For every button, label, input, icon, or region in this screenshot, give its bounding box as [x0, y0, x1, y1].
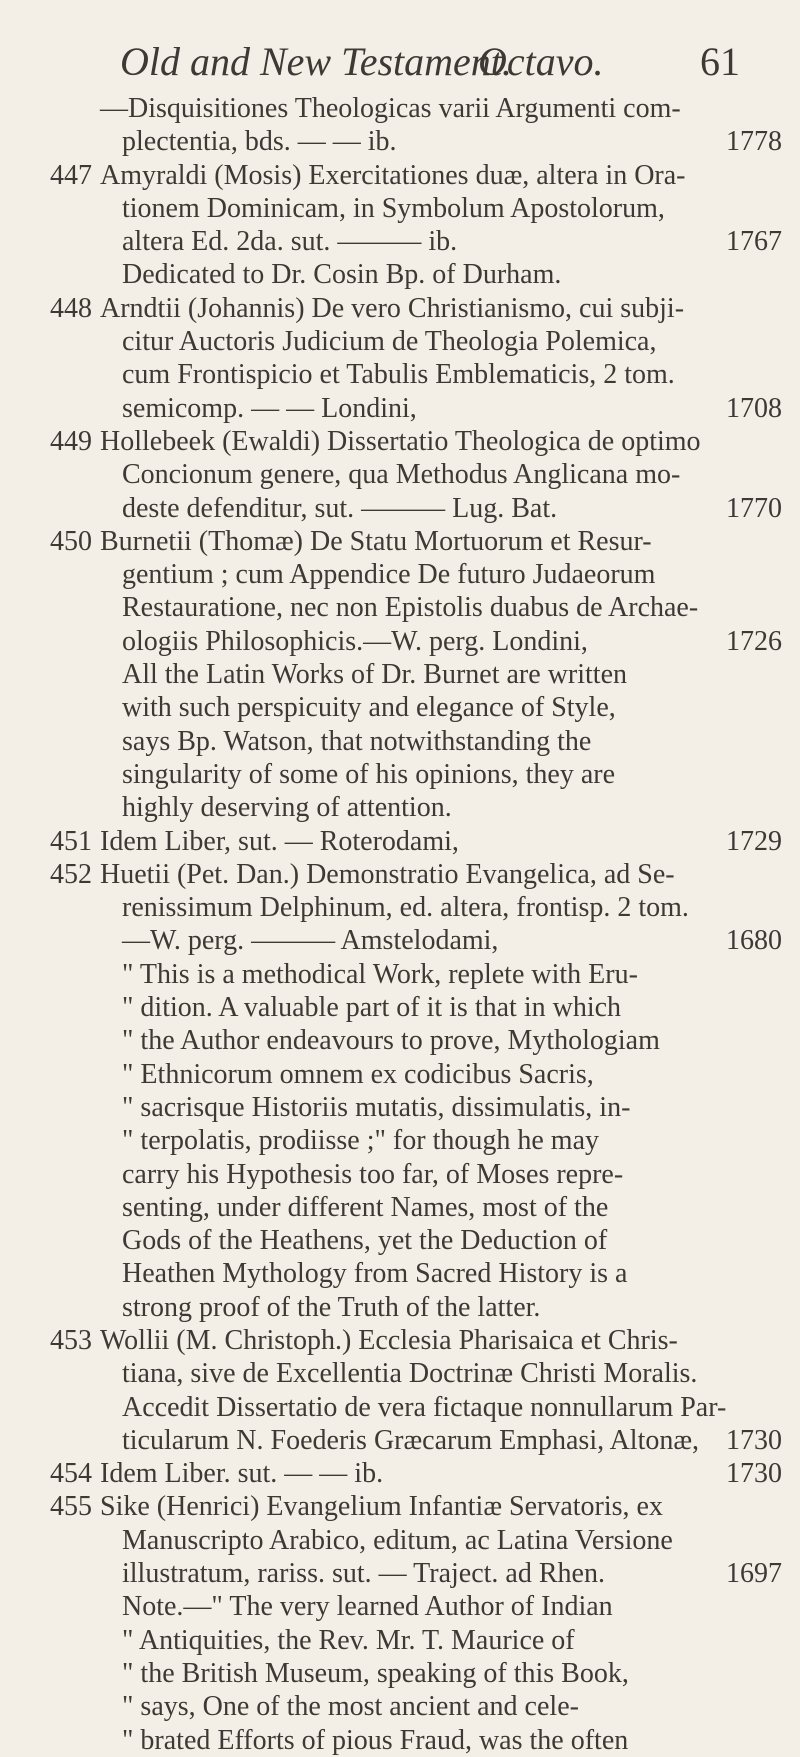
entry-line: [0, 1690, 800, 1723]
entry-line: [0, 658, 800, 691]
catalogue-entry: [0, 1324, 800, 1457]
entry-text: " the British Museum, speaking of this Book,: [122, 1657, 629, 1689]
entry-number: 447: [50, 159, 92, 191]
entry-text: citur Auctoris Judicium de Theologia Polemica,: [122, 326, 657, 358]
entry-line: [0, 458, 800, 491]
entry-text: Wollii (M. Christoph.) Ecclesia Pharisaica et Chris-: [100, 1324, 678, 1356]
entry-line: [0, 1724, 800, 1757]
entry-text: " dition. A valuable part of it is that in which: [122, 992, 622, 1024]
entry-line: [0, 258, 800, 291]
entry-year: 1680: [726, 925, 782, 957]
entry-line: [0, 1524, 800, 1557]
entry-text: —Disquisitiones Theologicas varii Argumenti com-: [100, 93, 681, 124]
header-title-right: Octavo.: [478, 39, 604, 84]
entry-text: highly deserving of attention.: [122, 792, 452, 824]
entry-line: [0, 1291, 800, 1324]
page-number: 61: [700, 39, 740, 84]
entry-line: [0, 825, 800, 858]
entry-year: 1729: [726, 825, 782, 857]
entry-line: [0, 1091, 800, 1124]
entry-text: Concionum genere, qua Methodus Anglicana mo-: [122, 459, 681, 491]
entry-text: illustratum, rariss. sut. — Traject. ad Rhen.: [122, 1558, 605, 1590]
entry-text: semicomp. — — Londini,: [122, 392, 417, 424]
entry-text: altera Ed. 2da. sut. ——— ib.: [122, 226, 458, 258]
entry-line: [0, 1357, 800, 1390]
entry-number: 452: [50, 858, 92, 890]
entry-text: Accedit Dissertatio de vera fictaque nonnullarum Par-: [122, 1391, 727, 1423]
entry-line: [0, 1391, 800, 1424]
entry-line: [0, 1657, 800, 1690]
entry-line: [0, 1324, 800, 1357]
catalogue-entry: [0, 159, 800, 292]
entry-text: Arndtii (Johannis) De vero Christianismo, cui subji-: [100, 292, 685, 324]
entry-text: says Bp. Watson, that notwithstanding the: [122, 725, 592, 757]
catalogue-entry: [0, 425, 800, 525]
entry-text: singularity of some of his opinions, they are: [122, 758, 616, 790]
entry-year: 1726: [726, 625, 782, 657]
entry-line: [0, 891, 800, 924]
entry-number: 448: [50, 292, 92, 324]
catalogue-entry: [0, 858, 800, 1324]
entry-line: [0, 192, 800, 225]
entry-line: [0, 1224, 800, 1257]
entry-text: cum Frontispicio et Tabulis Emblematicis, 2 tom.: [122, 359, 675, 391]
entry-number: 454: [50, 1458, 92, 1490]
entry-text: " the Author endeavours to prove, Mythologiam: [122, 1025, 660, 1057]
entry-text: Heathen Mythology from Sacred History is a: [122, 1258, 628, 1290]
entry-line: [0, 991, 800, 1024]
entry-number: 450: [50, 525, 92, 557]
entry-line: [0, 924, 800, 957]
entry-year: 1697: [726, 1558, 782, 1590]
entry-text: Sike (Henrici) Evangelium Infantiæ Servatoris, ex: [100, 1491, 663, 1523]
entry-text: All the Latin Works of Dr. Burnet are written: [122, 659, 627, 691]
entry-text: Burnetii (Thomæ) De Statu Mortuorum et Resur-: [100, 525, 652, 557]
entry-text: Note.—" The very learned Author of Indian: [122, 1591, 613, 1623]
entry-text: Restauratione, nec non Epistolis duabus de Archae-: [122, 592, 699, 624]
catalogue-entry: [0, 525, 800, 825]
entry-year: 1708: [726, 392, 782, 424]
entry-text: deste defenditur, sut. ——— Lug. Bat.: [122, 492, 558, 524]
catalogue-entry: [0, 92, 800, 159]
entry-line: [0, 1024, 800, 1057]
entry-text: ologiis Philosophicis.—W. perg. Londini,: [122, 625, 588, 657]
entry-text: " terpolatis, prodiisse ;" for though he may: [122, 1125, 599, 1157]
entry-text: " says, One of the most ancient and cele-: [122, 1691, 579, 1723]
entry-line: [0, 858, 800, 891]
entry-line: [0, 358, 800, 391]
entry-text: plectentia, bds. — — ib.: [122, 126, 397, 158]
catalogue-entry: [0, 1457, 800, 1490]
entry-line: [0, 392, 800, 425]
catalogue-entry: [0, 292, 800, 425]
entry-text: —W. perg. ——— Amstelodami,: [122, 925, 499, 957]
entry-line: [0, 1457, 800, 1490]
entry-line: [0, 958, 800, 991]
entry-text: with such perspicuity and elegance of Style,: [122, 692, 616, 724]
catalogue-entry: [0, 825, 800, 858]
entry-text: renissimum Delphinum, ed. altera, frontisp. 2 tom.: [122, 892, 689, 924]
entry-text: carry his Hypothesis too far, of Moses repre-: [122, 1158, 624, 1190]
entry-line: [0, 425, 800, 458]
entry-line: [0, 691, 800, 724]
running-header: [100, 38, 740, 98]
entry-text: " brated Efforts of pious Fraud, was the often: [122, 1724, 629, 1756]
entry-text: Gods of the Heathens, yet the Deduction of: [122, 1225, 608, 1257]
entry-number: 451: [50, 825, 92, 857]
entry-year: 1770: [726, 492, 782, 524]
entry-line: [0, 1257, 800, 1290]
entry-line: [0, 558, 800, 591]
header-title-left: Old and New Testament.: [120, 39, 512, 84]
entry-line: [0, 1124, 800, 1157]
entry-text: " This is a methodical Work, replete with Eru-: [122, 958, 638, 990]
entry-line: [0, 159, 800, 192]
entry-line: [0, 1490, 800, 1523]
entry-line: [0, 1424, 800, 1457]
entry-line: [0, 1158, 800, 1191]
entry-line: [0, 1191, 800, 1224]
catalogue-entry: [0, 1490, 800, 1756]
entry-line: [0, 1590, 800, 1623]
entry-text: tionem Dominicam, in Symbolum Apostolorum,: [122, 192, 665, 224]
entry-line: [0, 492, 800, 525]
entry-line: [0, 625, 800, 658]
entry-text: strong proof of the Truth of the latter.: [122, 1291, 541, 1323]
entry-line: [0, 725, 800, 758]
entry-line: [0, 791, 800, 824]
entry-line: [0, 1557, 800, 1590]
entry-text: Hollebeek (Ewaldi) Dissertatio Theologica de optimo: [100, 425, 701, 457]
entry-line: [0, 92, 800, 125]
entry-year: 1730: [726, 1458, 782, 1490]
entry-number: 449: [50, 425, 92, 457]
entry-text: gentium ; cum Appendice De futuro Judaeorum: [122, 559, 656, 591]
entry-line: [0, 525, 800, 558]
entry-line: [0, 125, 800, 158]
entry-line: [0, 292, 800, 325]
entry-year: 1778: [726, 126, 782, 158]
entry-year: 1767: [726, 226, 782, 258]
entry-line: [0, 1624, 800, 1657]
catalogue-entries: [0, 92, 800, 1757]
entry-text: Manuscripto Arabico, editum, ac Latina Versione: [122, 1524, 673, 1556]
entry-text: Amyraldi (Mosis) Exercitationes duæ, altera in Ora-: [100, 159, 686, 191]
entry-line: [0, 591, 800, 624]
entry-text: Idem Liber, sut. — Roterodami,: [100, 825, 459, 857]
entry-text: " Ethnicorum omnem ex codicibus Sacris,: [122, 1058, 594, 1090]
entry-text: Dedicated to Dr. Cosin Bp. of Durham.: [122, 259, 562, 291]
entry-line: [0, 758, 800, 791]
entry-line: [0, 225, 800, 258]
entry-text: " sacrisque Historiis mutatis, dissimulatis, in-: [122, 1091, 631, 1123]
entry-text: Idem Liber. sut. — — ib.: [100, 1458, 384, 1490]
entry-text: ticularum N. Foederis Græcarum Emphasi, Altonæ,: [122, 1424, 700, 1456]
entry-line: [0, 1058, 800, 1091]
entry-text: Huetii (Pet. Dan.) Demonstratio Evangelica, ad Se-: [100, 858, 675, 890]
entry-number: 455: [50, 1491, 92, 1523]
entry-number: 453: [50, 1324, 92, 1356]
entry-text: senting, under different Names, most of the: [122, 1191, 609, 1223]
entry-year: 1730: [726, 1424, 782, 1456]
entry-text: tiana, sive de Excellentia Doctrinæ Christi Moralis.: [122, 1358, 698, 1390]
entry-text: " Antiquities, the Rev. Mr. T. Maurice of: [122, 1624, 575, 1656]
entry-line: [0, 325, 800, 358]
